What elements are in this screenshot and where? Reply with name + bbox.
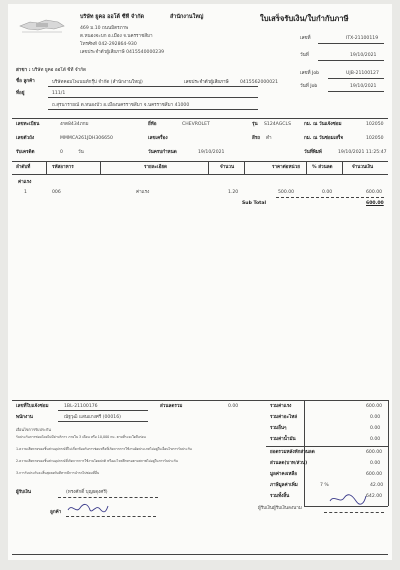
staff-label: พนักงาน <box>16 415 33 420</box>
model-label: รุ่น <box>252 122 258 127</box>
credit-unit: วัน <box>78 150 84 155</box>
discount-total-value: 0.00 <box>228 404 239 409</box>
vat-rate: 7 % <box>320 483 329 488</box>
job-date-label: วันที่ Job <box>300 84 318 89</box>
customer-tax-value: 0415562000021 <box>240 80 278 85</box>
row-no: 1 <box>24 190 27 195</box>
row-code: 006 <box>52 190 61 195</box>
receiver-signature <box>66 500 110 516</box>
col-unit-price: ราคาต่อหน่วย <box>272 165 300 170</box>
customer-tax-label: เลขประจำตัวผู้เสียภาษี <box>184 80 229 85</box>
row-discount: 0.00 <box>322 190 333 195</box>
warranty-note: 2.ความเสียหายของชิ้นส่วนอุปกรณ์ที่เกิดจากการใช้งานโดยปกติ หรืออะไหล่สึกหรอตามสภาพไม่อยู่ในการรับประกัน <box>16 459 178 463</box>
color-value: ดำ <box>266 136 272 141</box>
discount-baht-label: ส่วนลด(บาท/ส่วน) <box>270 461 308 466</box>
date-label: วันที่ <box>300 53 309 58</box>
row-qty: 1.20 <box>228 190 239 195</box>
remaining-label: มูลค่าคงเหลือ <box>270 472 297 477</box>
row-desc: ค่าแรง <box>136 190 150 195</box>
total-labor-value: 600.00 <box>366 404 383 409</box>
company-address-2: ต.หนองจะบก อ.เมือง จ.นครราชสีมา <box>80 34 153 39</box>
model-value: S124AGCLS <box>264 122 291 127</box>
remaining-value: 600.00 <box>366 472 383 477</box>
job-no-value: UJB-21100127 <box>346 71 379 76</box>
customer-branch-label: สาขา : <box>16 68 31 73</box>
company-address-1: 469 ม.10 ถนนมิตรภาพ <box>80 26 129 31</box>
customer-address-1: 111/1 <box>52 91 66 96</box>
staff-value: ณัฐวุฒิ แสนแกงศรี (00016) <box>64 415 121 420</box>
due-date-value: 19/10/2021 <box>198 150 225 155</box>
invoice-value: 1BL-21100176 <box>64 404 98 409</box>
discount-total-label: ส่วนลดรวม <box>160 404 183 409</box>
receiver-value: (ทรงศักดิ์ บุญผดุงศรี) <box>66 490 108 495</box>
vat-value: 42.00 <box>370 483 384 488</box>
col-no: ลำดับที่ <box>16 165 31 170</box>
chassis-value: MMMCA261JDH306650 <box>60 136 113 141</box>
row-unit-price: 500.00 <box>278 190 295 195</box>
company-phone: โทรศัพท์ 042-292864-930 <box>80 42 137 47</box>
col-qty: จำนวน <box>220 165 235 170</box>
job-no-label: เลขที่ Job <box>300 71 320 76</box>
total-other-label: รวมอื่นๆ <box>270 426 287 431</box>
print-date-label: วันที่พิมพ์ <box>304 150 322 155</box>
warranty-note: 3.การรับประกันจะสิ้นสุดลงทันทีหากมีการนำรถไปซ่อมที่อื่น <box>16 471 100 475</box>
total-labor-label: รวมค่าแรง <box>270 404 292 409</box>
subtotal-value: 600.00 <box>366 201 384 206</box>
total-oil-label: รวมค่าน้ำมัน <box>270 437 296 442</box>
customer-address-label: ที่อยู่ <box>16 91 25 96</box>
grand-total-value: 642.00 <box>366 494 383 499</box>
doc-no-label: เลขที่ <box>300 36 311 41</box>
col-discount: % ส่วนลด <box>312 165 333 170</box>
km-out-label: กม. ณ วันซ่อมเสร็จ <box>304 136 344 141</box>
brand-value: CHEVROLET <box>182 122 210 127</box>
after-discount-value: 600.00 <box>366 450 383 455</box>
after-discount-label: ยอดรวมหลังหักส่วนลด <box>270 450 315 455</box>
grand-total-label: รวมทั้งสิ้น <box>270 494 290 499</box>
branch-label: สำนักงานใหญ่ <box>170 14 204 20</box>
credit-value: 0 <box>60 150 63 155</box>
brand-label: ยี่ห้อ <box>148 122 157 127</box>
document-title: ใบเสร็จรับเงิน/ใบกำกับภาษี <box>260 14 349 23</box>
col-desc: รายละเอียด <box>144 165 168 170</box>
customer-name-value: บริษัทคอมโพเนนท์กรุ๊ป จำกัด (สำนักงานใหญ่) <box>52 80 143 85</box>
warranty-note: 1.ความเสียหายของชิ้นส่วนอุปกรณ์ที่ไม่เกี่ยวข้องกับการซ่อมหรือที่เกิดจากการใช้งานผิดประเภทไม่อยู่ในเงื่อนไขการรับประกัน <box>16 447 192 451</box>
total-parts-label: รวมค่าอะไหล่ <box>270 415 298 420</box>
col-code: รหัสอาหาร <box>52 165 74 170</box>
km-in-label: กม. ณ วันแจ้งซ่อม <box>304 122 342 127</box>
section-label: ค่าแรง <box>18 180 32 185</box>
date-value: 19/10/2021 <box>350 53 377 58</box>
customer-branch-value: บริษัท ยูคอ ออโต้ ซีที จำกัด <box>32 68 86 73</box>
company-logo <box>18 14 66 36</box>
total-other-value: 0.00 <box>370 426 381 431</box>
receiver-label: ผู้รับเงิน <box>16 490 32 495</box>
plate-label: เลขทะเบียน <box>16 122 40 127</box>
customer-signature-label: ลูกค้า <box>50 510 62 515</box>
customer-address-2: ถ.สุรนารายณ์ ต.หนองบัว อ.เมืองนครราชสีมา จ.นครราชสีมา 41000 <box>52 103 190 108</box>
customer-name-label: ชื่อ ลูกค้า <box>16 79 35 84</box>
warranty-label: เงื่อนไขการรับประกัน <box>16 427 51 432</box>
vat-label: ภาษีมูลค่าเพิ่ม <box>270 483 298 488</box>
credit-label: รับเครดิต <box>16 150 35 155</box>
invoice-label: เลขที่ใบแจ้งซ่อม <box>16 404 49 409</box>
chassis-label: เลขตัวถัง <box>16 136 35 141</box>
print-date-value: 19/10/2021 11:25:47 <box>338 150 387 155</box>
subtotal-label: Sub Total <box>242 201 267 206</box>
engine-label: เลขเครื่อง <box>148 136 168 141</box>
km-in-value: 102050 <box>366 122 384 127</box>
receipt-page <box>8 4 392 560</box>
company-name: บริษัท ยูคอ ออโต้ ซีที จำกัด <box>80 14 144 20</box>
total-parts-value: 0.00 <box>370 415 381 420</box>
discount-baht-value: 0.00 <box>370 461 381 466</box>
payer-signature <box>328 492 368 506</box>
total-oil-value: 0.00 <box>370 437 381 442</box>
warranty-note: รับประกันการซ่อมโดยไม่มีค่าบริการ ภายใน 3 เดือน หรือ 10,000 กม. ตามที่ระยะใดถึงก่อน <box>16 435 146 439</box>
color-label: สีรถ <box>252 136 261 141</box>
plate-value: งกต8434ภกม <box>60 122 89 127</box>
km-out-value: 102050 <box>366 136 384 141</box>
doc-no-value: ITX-21100119 <box>346 36 379 41</box>
row-amount: 600.00 <box>366 190 383 195</box>
payer-label: ผู้รับเงินผู้รับเงินลงนาม <box>258 506 302 511</box>
col-amount: จำนวนเงิน <box>352 165 374 170</box>
job-date-value: 19/10/2021 <box>350 84 377 89</box>
due-date-label: วันครบกำหนด <box>148 150 177 155</box>
company-tax-id: เลขประจำตัวผู้เสียภาษี 0415540000239 <box>80 50 165 55</box>
